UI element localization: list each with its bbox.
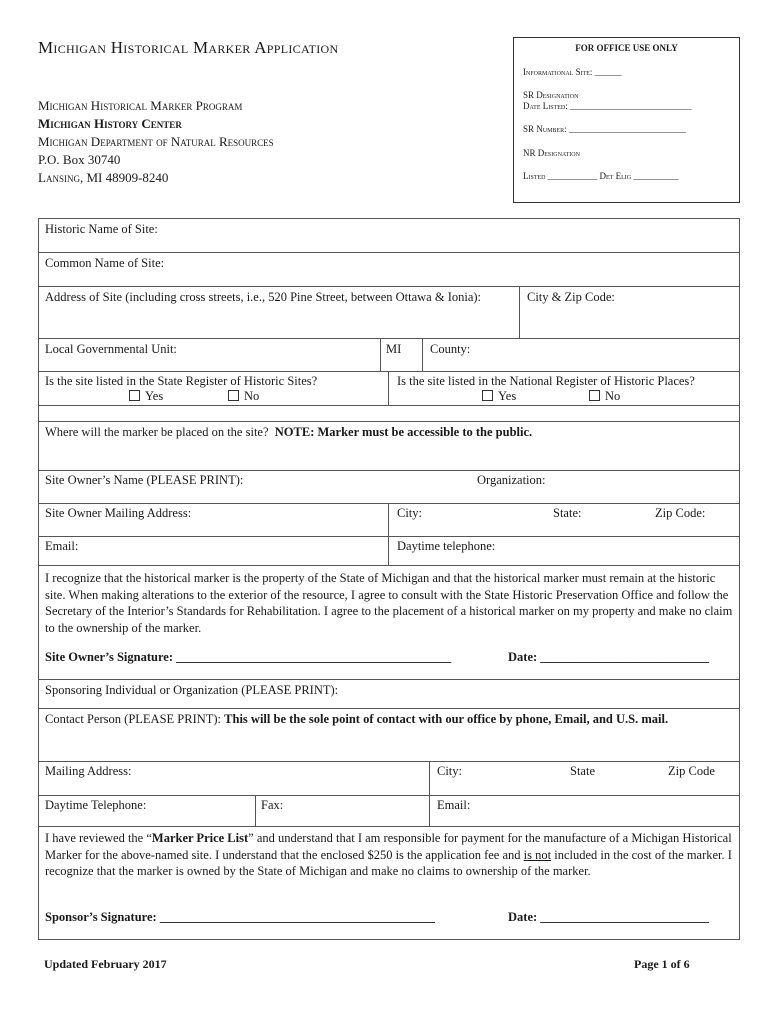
page-title: Michigan Historical Marker Application	[38, 38, 339, 57]
center-name: Michigan History Center	[38, 116, 182, 131]
listed-det-elig-field[interactable]: Listed ___________ Det Elig __________	[523, 171, 679, 181]
placement-field[interactable]: Where will the marker be placed on the site? NOTE: Marker must be accessible to the public.	[45, 425, 533, 439]
city-zip-field[interactable]: City & Zip Code:	[527, 290, 615, 304]
national-register-question: Is the site listed in the National Register of Historic Places?	[397, 374, 695, 388]
placement-note: NOTE: Marker must be accessible to the public.	[274, 425, 533, 439]
sponsor-state-field[interactable]: State	[570, 764, 595, 778]
owner-zip-field[interactable]: Zip Code:	[655, 506, 706, 520]
checkbox-icon[interactable]	[482, 390, 493, 401]
local-unit-field[interactable]: Local Governmental Unit:	[45, 342, 177, 356]
department-name: Michigan Department of Natural Resources	[38, 134, 274, 149]
sponsor-zip-field[interactable]: Zip Code	[668, 764, 715, 778]
sponsor-name-field[interactable]: Sponsoring Individual or Organization (PLEASE PRINT):	[45, 683, 339, 697]
owner-statement: I recognize that the historical marker is the property of the State of Michigan and that the historical marker must remain at the historic site. When making alterations to the exterior of the resource, I agree to consult with the State Historic Preservation Office and follow the Secretary of the Interior’s Standards for Rehabilitation. I agree to the placement of a historical marker on my property and make no claim to the ownership of the marker.	[45, 571, 733, 635]
county-field[interactable]: County:	[430, 342, 471, 356]
state-register-no[interactable]: No	[228, 389, 259, 404]
contact-person-field[interactable]: Contact Person (PLEASE PRINT): This will be the sole point of contact with our office by phone, Email, and U.S. mail.	[45, 712, 669, 726]
organization-field[interactable]: Organization:	[477, 473, 546, 487]
site-address-field[interactable]: Address of Site (including cross streets, i.e., 520 Pine Street, between Ottawa & Ionia):	[45, 290, 482, 304]
sr-designation-label: SR Designation	[523, 90, 579, 100]
checkbox-icon[interactable]	[228, 390, 239, 401]
contact-note: This will be the sole point of contact with our office by phone, Email, and U.S. mail.	[224, 712, 669, 726]
sponsor-signature-line[interactable]: Sponsor’s Signature: ____________________________________________	[45, 910, 435, 924]
common-name-field[interactable]: Common Name of Site:	[45, 256, 165, 270]
owner-date-line[interactable]: Date: ___________________________	[508, 650, 710, 664]
owner-city-field[interactable]: City:	[397, 506, 423, 520]
informational-site-field[interactable]: Informational Site: ______	[523, 67, 622, 77]
owner-mailing-field[interactable]: Site Owner Mailing Address:	[45, 506, 192, 520]
national-register-yes[interactable]: Yes	[482, 389, 516, 404]
sponsor-telephone-field[interactable]: Daytime Telephone:	[45, 798, 147, 812]
city-state-zip: Lansing, MI 48909-8240	[38, 170, 169, 185]
sponsor-date-line[interactable]: Date: ___________________________	[508, 910, 710, 924]
date-listed-field[interactable]: Date Listed: ___________________________	[523, 101, 692, 111]
sponsor-city-field[interactable]: City:	[437, 764, 463, 778]
owner-state-field[interactable]: State:	[553, 506, 582, 520]
sr-number-field[interactable]: SR Number: __________________________	[523, 124, 686, 134]
office-use-box	[513, 37, 740, 203]
owner-signature-line[interactable]: Site Owner’s Signature: ____________________________________________	[45, 650, 452, 664]
sponsor-statement: I have reviewed the “Marker Price List” and understand that I am responsible for payment for the manufacture of a Michigan Historical Marker for the above-named site. I understand that the enclosed $250 is the application fee and is not included in the cost of the marker. I recognize that the marker is owned by the State of Michigan and make no claims to ownership of the marker.	[45, 831, 732, 878]
state-register-yes[interactable]: Yes	[129, 389, 163, 404]
checkbox-icon[interactable]	[589, 390, 600, 401]
sponsor-fax-field[interactable]: Fax:	[261, 798, 284, 812]
program-name: Michigan Historical Marker Program	[38, 98, 243, 113]
office-use-heading: FOR OFFICE USE ONLY	[575, 43, 678, 53]
sponsor-email-field[interactable]: Email:	[437, 798, 471, 812]
owner-telephone-field[interactable]: Daytime telephone:	[397, 539, 496, 553]
updated-date: Updated February 2017	[44, 957, 167, 971]
nr-designation-label: NR Designation	[523, 148, 580, 158]
po-box: P.O. Box 30740	[38, 152, 121, 167]
national-register-no[interactable]: No	[589, 389, 620, 404]
application-form	[38, 218, 740, 940]
historic-name-field[interactable]: Historic Name of Site:	[45, 222, 158, 236]
owner-name-field[interactable]: Site Owner’s Name (PLEASE PRINT):	[45, 473, 244, 487]
owner-email-field[interactable]: Email:	[45, 539, 79, 553]
state-register-question: Is the site listed in the State Register of Historic Sites?	[45, 374, 318, 388]
checkbox-icon[interactable]	[129, 390, 140, 401]
page-number: Page 1 of 6	[634, 957, 690, 971]
mailing-address-field[interactable]: Mailing Address:	[45, 764, 132, 778]
state-abbr: MI	[386, 342, 402, 356]
